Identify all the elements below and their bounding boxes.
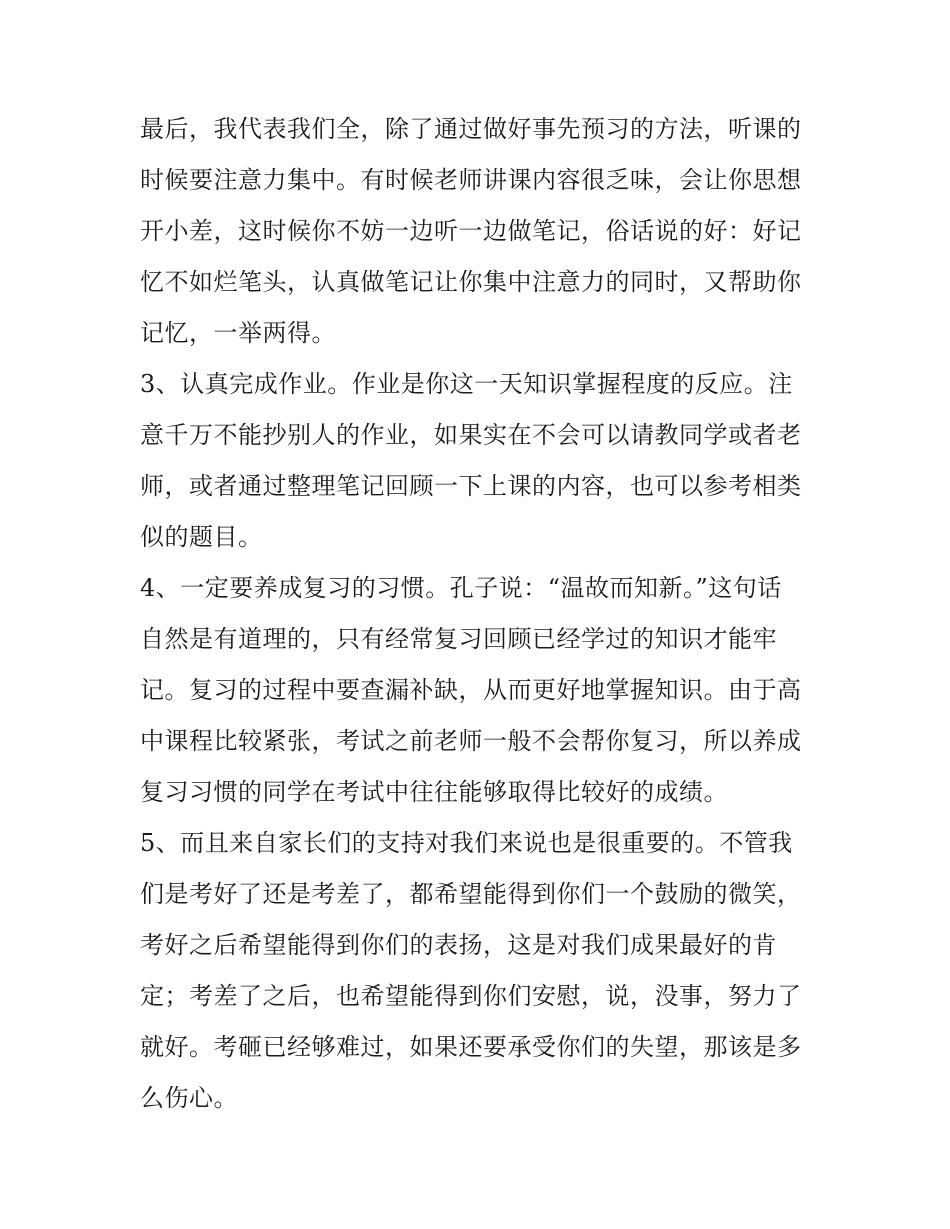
text-line: 记忆，一举两得。 [140,319,336,347]
paragraph-item-4 [140,563,812,818]
text-line: 自然是有道理的，只有经常复习回顾已经学过的知识才能牢 [140,625,777,653]
text-line: 师，或者通过整理笔记回顾一下上课的内容，也可以参考相类 [140,472,802,500]
text-line: 意千万不能抄别人的作业，如果实在不会可以请教同学或者老 [140,421,802,449]
text-line: 们是考好了还是考差了，都希望能得到你们一个鼓励的微笑， [140,880,802,908]
text-line: 开小差，这时候你不妨一边听一边做笔记，俗话说的好：好记 [140,217,802,245]
text-line: 最后，我代表我们全，除了通过做好事先预习的方法，听课的 [140,115,802,143]
text-line: 记。复习的过程中要查漏补缺，从而更好地掌握知识。由于高 [140,676,802,704]
text-line: 5、而且来自家长们的支持对我们来说也是很重要的。不管我 [140,829,793,857]
paragraph-intro [140,104,812,359]
text-line: 复习习惯的同学在考试中往往能够取得比较好的成绩。 [140,778,728,806]
text-line: 4、一定要养成复习的习惯。孔子说：“温故而知新。”这句话 [140,574,782,602]
text-line: 忆不如烂笔头，认真做笔记让你集中注意力的同时，又帮助你 [140,268,802,296]
text-line: 中课程比较紧张，考试之前老师一般不会帮你复习，所以养成 [140,727,802,755]
text-line: 定；考差了之后，也希望能得到你们安慰，说，没事，努力了 [140,982,802,1010]
paragraph-item-5 [140,818,812,1124]
paragraph-item-3 [140,359,812,563]
text-line: 考好之后希望能得到你们的表扬，这是对我们成果最好的肯 [140,931,777,959]
text-line: 就好。考砸已经够难过，如果还要承受你们的失望，那该是多 [140,1033,802,1061]
text-line: 似的题目。 [140,523,263,551]
document-body [140,104,812,1124]
text-line: 么伤心。 [140,1084,238,1112]
text-line: 3、认真完成作业。作业是你这一天知识掌握程度的反应。注 [140,370,793,398]
text-line: 时候要注意力集中。有时候老师讲课内容很乏味，会让你思想 [140,166,802,194]
